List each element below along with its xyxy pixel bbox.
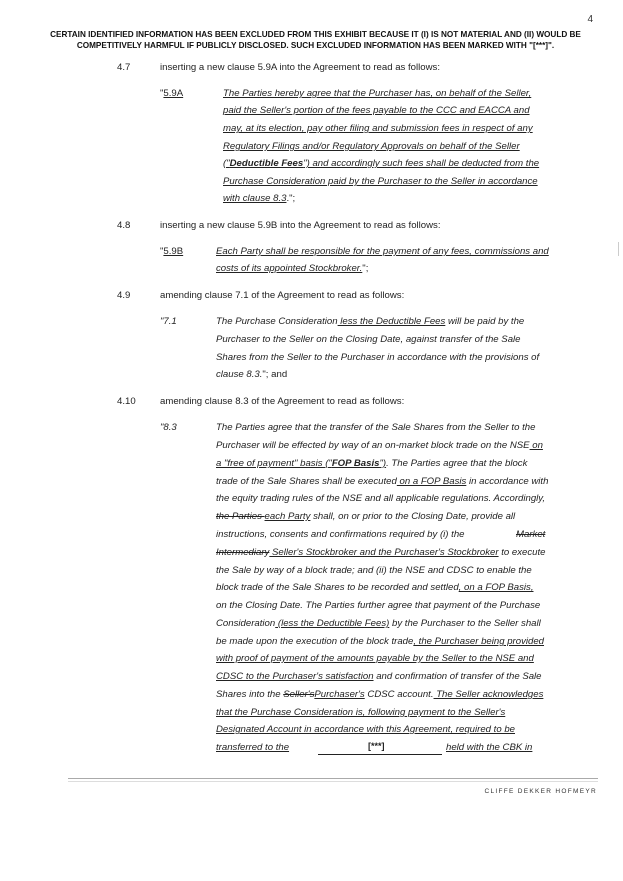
clause-fragment: . The Parties agree that the block xyxy=(386,458,528,469)
clause-line xyxy=(216,547,546,559)
inserted-text: The Seller acknowledges xyxy=(433,689,544,700)
inserted-text: ") xyxy=(379,458,387,469)
clause-line: Regulatory Filings and/or Regulatory Approvals on behalf of the Seller xyxy=(223,141,520,152)
clause-8-3-number: "8.3 xyxy=(160,422,177,433)
inserted-text: on a FOP Basis xyxy=(396,476,467,487)
inserted-text: Seller's Stockbroker and the Purchaser's Stockbroker xyxy=(269,547,499,558)
redaction-marker: [***] xyxy=(368,741,385,751)
clause-fragment: in accordance with xyxy=(466,476,549,487)
redaction-blank xyxy=(318,742,442,755)
inserted-text: CDSC to the Purchaser's satisfaction xyxy=(216,671,374,682)
clause-fragment: with clause 8.3 xyxy=(223,193,287,204)
clause-fragment: CDSC account. xyxy=(364,689,434,700)
deleted-text: Market xyxy=(516,529,546,540)
clause-line: the Sale by way of a block trade; and (ii) the NSE and CDSC to enable the xyxy=(216,565,532,576)
item-number-4-8: 4.8 xyxy=(117,220,131,231)
clause-line: Shares from the Seller to the Purchaser in accordance with the provisions of xyxy=(216,352,540,363)
clause-line xyxy=(216,316,524,328)
clause-line xyxy=(216,689,543,701)
clause-line xyxy=(216,618,541,630)
footer-brand: CLIFFE DEKKER HOFMEYR xyxy=(484,788,597,795)
clause-line: paid the Seller's portion of the fees payable to the CCC and EACCA and xyxy=(223,105,530,116)
open-quote: " xyxy=(160,246,164,257)
clause-line: the equity trading rules of the NSE and all applicable regulations. Accordingly, xyxy=(216,493,546,504)
inserted-text: Purchaser's xyxy=(314,689,365,700)
clause-fragment: "; xyxy=(362,263,369,274)
item-text-4-9: amending clause 7.1 of the Agreement to read as follows: xyxy=(160,290,405,301)
item-text-4-10: amending clause 8.3 of the Agreement to read as follows: xyxy=(160,396,405,407)
open-quote: " xyxy=(160,88,164,99)
clause-fragment: by the Purchaser to the Seller shall xyxy=(389,618,541,629)
clause-fragment: to execute xyxy=(498,547,546,558)
clause-line: with proof of payment of the amounts payable by the Seller to the NSE and xyxy=(216,653,534,664)
clause-line xyxy=(216,671,542,683)
clause-fragment: ") and accordingly such fees shall be deducted from the xyxy=(303,158,540,169)
clause-5-9b-number-line xyxy=(160,246,183,258)
clause-line: on the Closing Date. The Parties further agree that payment of the Purchase xyxy=(216,600,541,611)
clause-fragment: will be paid by the xyxy=(445,316,525,327)
item-number-4-9: 4.9 xyxy=(117,290,131,301)
defined-term: FOP Basis xyxy=(331,458,380,469)
item-text-4-8: inserting a new clause 5.9B into the Agreement to read as follows: xyxy=(160,220,441,231)
clause-fragment: ."; xyxy=(286,193,296,204)
clause-fragment: Consideration xyxy=(216,618,276,629)
clause-line: transferred to the xyxy=(216,742,290,753)
clause-number: 5.9A xyxy=(163,88,184,99)
clause-line: Purchase Consideration paid by the Purchaser to the Seller in accordance xyxy=(223,176,538,187)
defined-term: Deductible Fees xyxy=(229,158,304,169)
clause-line xyxy=(216,582,534,594)
clause-line xyxy=(216,458,527,470)
inserted-text: , on a FOP Basis, xyxy=(458,582,534,593)
clause-line: Designated Account in accordance with this Agreement, required to be xyxy=(216,724,515,735)
clause-line: Purchaser to the Seller on the Closing Date, against transfer of the Sale xyxy=(216,334,521,345)
inserted-text: a "free of payment" basis (" xyxy=(216,458,332,469)
clause-line: Each Party shall be responsible for the payment of any fees, commissions and xyxy=(216,246,549,257)
footer-rule-secondary xyxy=(68,781,598,782)
clause-fragment: (" xyxy=(223,158,230,169)
deleted-text: Intermediary xyxy=(216,547,270,558)
clause-line xyxy=(216,369,287,381)
clause-fragment: Shares into the xyxy=(216,689,284,700)
clause-line xyxy=(216,511,515,523)
clause-line: instructions, consents and confirmations required by (i) the xyxy=(216,529,465,540)
clause-fragment: "; and xyxy=(262,369,288,380)
clause-line xyxy=(216,440,543,452)
inserted-text: on xyxy=(529,440,543,451)
redaction-notice: CERTAIN IDENTIFIED INFORMATION HAS BEEN EXCLUDED FROM THIS EXHIBIT BECAUSE IT (I) IS NOT MATERIAL AND (II) WOULD BE COMPETITIVELY HARMFUL IF PUBLICLY DISCLOSED. SUCH EXCLUDED INFORMATION HAS BEEN MARKED WITH "[***]". xyxy=(50,30,581,50)
clause-number: 5.9B xyxy=(163,246,184,257)
clause-line xyxy=(216,263,368,275)
clause-fragment: trade of the Sale Shares shall be executed xyxy=(216,476,397,487)
margin-mark xyxy=(618,242,619,256)
clause-5-9a-number-line xyxy=(160,88,183,100)
footer-rule xyxy=(68,778,598,779)
clause-line xyxy=(223,158,539,170)
inserted-text: , the Purchaser being provided xyxy=(413,636,545,647)
clause-fragment: The Purchase Consideration xyxy=(216,316,338,327)
page-number: 4 xyxy=(587,14,593,25)
clause-line xyxy=(216,636,544,648)
clause-fragment: Purchaser will be effected by way of an on-market block trade on the NSE xyxy=(216,440,530,451)
item-text-4-7: inserting a new clause 5.9A into the Agreement to read as follows: xyxy=(160,62,440,73)
item-number-4-10: 4.10 xyxy=(117,396,136,407)
clause-line xyxy=(223,193,295,205)
clause-7-1-number: "7.1 xyxy=(160,316,177,327)
clause-line: held with the CBK in xyxy=(446,742,533,753)
inserted-text: each Party xyxy=(264,511,311,522)
clause-fragment: and confirmation of transfer of the Sale xyxy=(373,671,542,682)
deleted-text: Seller's xyxy=(283,689,315,700)
clause-fragment: be made upon the execution of the block trade xyxy=(216,636,414,647)
inserted-text: less the Deductible Fees xyxy=(337,316,446,327)
item-number-4-7: 4.7 xyxy=(117,62,131,73)
clause-fragment: clause 8.3. xyxy=(216,369,263,380)
clause-line xyxy=(216,476,548,488)
clause-line: The Parties agree that the transfer of the Sale Shares from the Seller to the xyxy=(216,422,536,433)
clause-fragment: block trade of the Sale Shares to be recorded and settled xyxy=(216,582,459,593)
clause-line: may, at its election, pay other filing and submission fees in respect of any xyxy=(223,123,533,134)
clause-fragment: shall, on or prior to the Closing Date, provide all xyxy=(310,511,516,522)
clause-fragment: costs of its appointed Stockbroker. xyxy=(216,263,363,274)
deleted-text: the Parties xyxy=(216,511,265,522)
inserted-text: (less the Deductible Fees) xyxy=(275,618,390,629)
clause-line: The Parties hereby agree that the Purchaser has, on behalf of the Seller, xyxy=(223,88,532,99)
clause-line: that the Purchase Consideration is, following payment to the Seller's xyxy=(216,707,506,718)
